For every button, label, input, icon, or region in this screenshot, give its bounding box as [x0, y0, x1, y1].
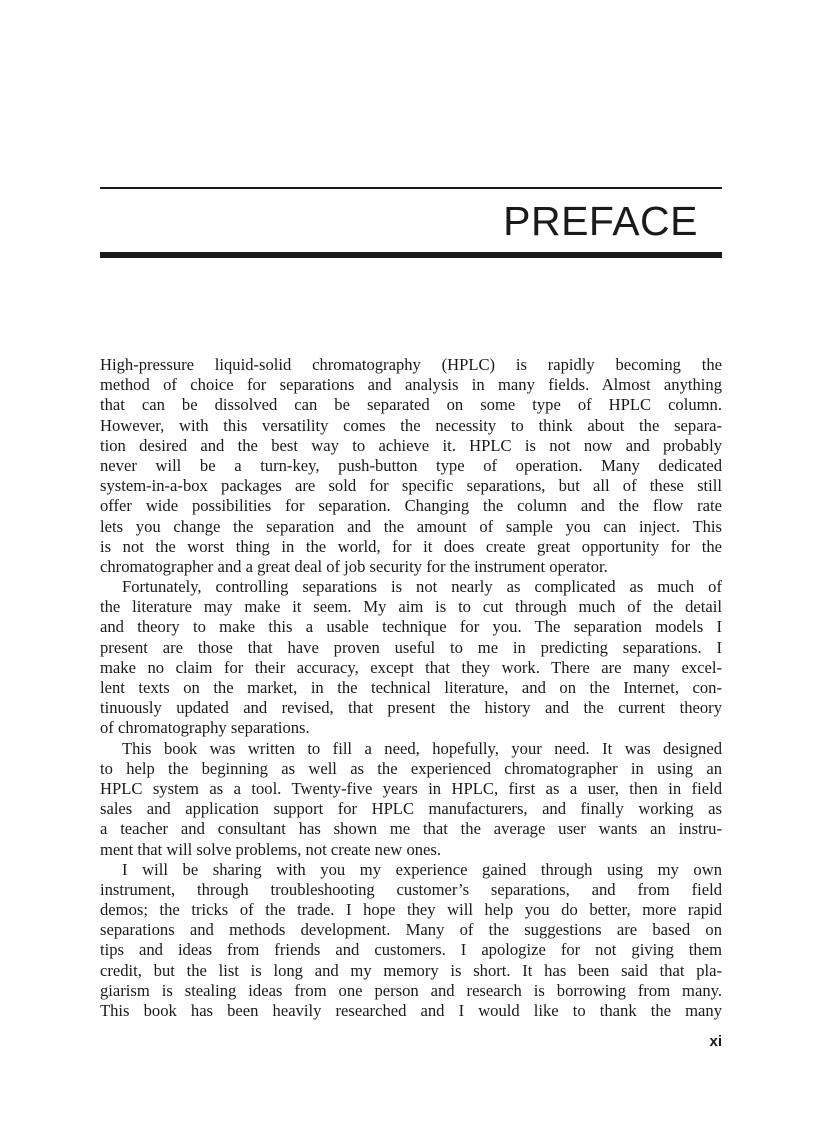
body-line: that can be dissolved can be separated on some type of HPLC column.: [100, 395, 722, 415]
body-line: a teacher and consultant has shown me that the average user wants an instru-: [100, 819, 722, 839]
body-line: demos; the tricks of the trade. I hope they will help you do better, more rapid: [100, 900, 722, 920]
body-line: offer wide possibilities for separation. Changing the column and the flow rate: [100, 496, 722, 516]
body-line: lets you change the separation and the amount of sample you can inject. This: [100, 516, 722, 536]
body-line: tips and ideas from friends and customers. I apologize for not giving them: [100, 940, 722, 960]
body-line: to help the beginning as well as the experienced chromatographer in using an: [100, 758, 722, 778]
body-line: credit, but the list is long and my memory is short. It has been said that pla-: [100, 960, 722, 980]
body-line: tion desired and the best way to achieve it. HPLC is not now and probably: [100, 435, 722, 455]
body-line: never will be a turn-key, push-button type of operation. Many dedicated: [100, 455, 722, 475]
body-line: High-pressure liquid-solid chromatography (HPLC) is rapidly becoming the: [100, 355, 722, 374]
body-line: chromatographer and a great deal of job security for the instrument operator.: [100, 556, 608, 576]
body-line: ment that will solve problems, not create new ones.: [100, 839, 442, 859]
body-line: tinuously updated and revised, that present the history and the current theory: [100, 698, 722, 718]
body-line: method of choice for separations and analysis in many fields. Almost anything: [100, 375, 722, 395]
page-number: xi: [709, 1033, 722, 1050]
body-line: is not the worst thing in the world, for it does create great opportunity for the: [100, 536, 722, 556]
body-line: sales and application support for HPLC manufacturers, and finally working as: [100, 799, 722, 819]
body-line: separations and methods development. Many of the suggestions are based on: [100, 920, 722, 940]
body-line: instrument, through troubleshooting customer’s separations, and from field: [100, 879, 722, 899]
body-line: This book has been heavily researched and I would like to thank the many: [100, 1001, 722, 1020]
body-line: I will be sharing with you my experience gained through using my own: [122, 859, 722, 879]
chapter-top-rule: [100, 187, 722, 189]
body-line: lent texts on the market, in the technical literature, and on the Internet, con-: [100, 678, 722, 697]
body-line: This book was written to fill a need, hopefully, your need. It was designed: [122, 738, 722, 758]
body-line: make no claim for their accuracy, except that they work. There are many excel-: [100, 657, 722, 677]
body-line: of chromatography separations.: [100, 718, 310, 738]
preface-body: [100, 355, 722, 1021]
body-line: HPLC system as a tool. Twenty-five years in HPLC, first as a user, then in field: [100, 778, 722, 798]
body-line: system-in-a-box packages are sold for specific separations, but all of these still: [100, 476, 722, 496]
body-line: the literature may make it seem. My aim is to cut through much of the detail: [100, 597, 722, 617]
body-line: present are those that have proven useful to me in predicting separations. I: [100, 637, 722, 657]
body-line: giarism is stealing ideas from one person and research is borrowing from many.: [100, 980, 722, 1000]
chapter-title: PREFACE: [503, 198, 698, 244]
body-line: However, with this versatility comes the necessity to think about the separa-: [100, 415, 722, 435]
body-line: and theory to make this a usable technique for you. The separation models I: [100, 617, 722, 637]
body-line: Fortunately, controlling separations is not nearly as complicated as much of: [122, 577, 722, 597]
chapter-bottom-rule: [100, 252, 722, 258]
